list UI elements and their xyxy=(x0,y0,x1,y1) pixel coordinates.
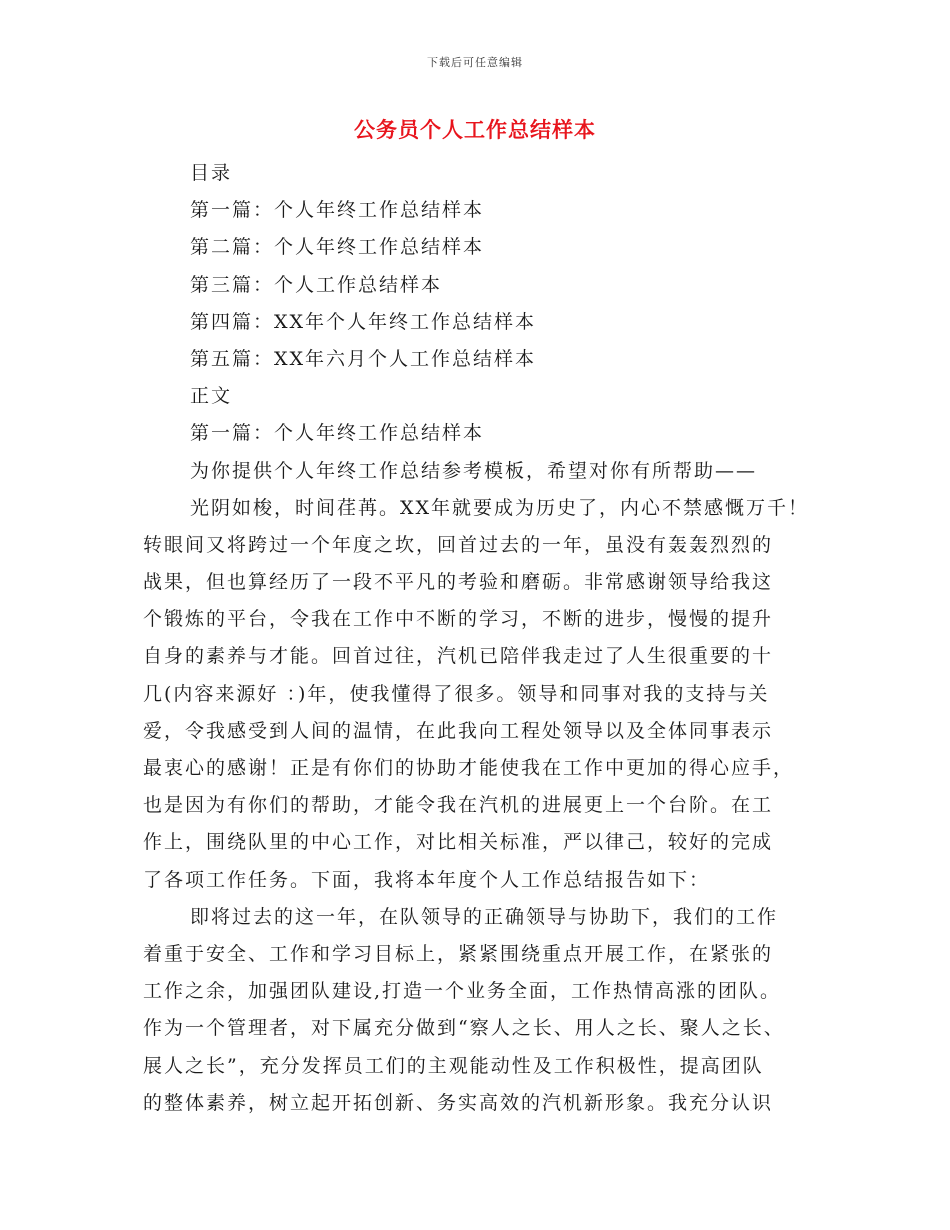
text-line: 光阴如梭，时间荏苒。XX年就要成为历史了，内心不禁感慨万千！ xyxy=(190,496,810,519)
text-line: 自身的素养与才能。回首过往，汽机已陪伴我走过了人生很重要的十 xyxy=(143,645,774,668)
text-line: 第五篇：XX年六月个人工作总结样本 xyxy=(190,347,537,370)
text-line: 即将过去的这一年，在队领导的正确领导与协助下，我们的工作 xyxy=(190,905,779,928)
text-line: 作上，围绕队里的中心工作，对比相关标准，严以律己，较好的完成 xyxy=(143,831,774,854)
text-line: 爱，令我感受到人间的温情，在此我向工程处领导以及全体同事表示 xyxy=(143,719,774,742)
text-line: 了各项工作任务。下面，我将本年度个人工作总结报告如下： xyxy=(143,868,711,891)
text-line: 几(内容来源好 ：)年，使我懂得了很多。领导和同事对我的支持与关 xyxy=(143,682,770,705)
header-note: 下载后可任意编辑 xyxy=(427,56,523,69)
text-line: 第三篇：个人工作总结样本 xyxy=(190,273,443,296)
text-line: 第一篇：个人年终工作总结样本 xyxy=(190,422,485,445)
text-line: 着重于安全、工作和学习目标上，紧紧围绕重点开展工作，在紧张的 xyxy=(143,942,774,965)
text-line: 最衷心的感谢！正是有你们的协助才能使我在工作中更加的得心应手， xyxy=(143,757,795,779)
document-title: 公务员个人工作总结样本 xyxy=(354,117,596,142)
text-line: 的整体素养，树立起开拓创新、务实高效的汽机新形象。我充分认识 xyxy=(143,1091,774,1114)
text-line: 为你提供个人年终工作总结参考模板，希望对你有所帮助—— xyxy=(190,459,758,482)
text-line: 第二篇：个人年终工作总结样本 xyxy=(190,236,485,259)
text-line: 作为一个管理者，对下属充分做到“察人之长、用人之长、聚人之长、 xyxy=(143,1017,785,1040)
text-line: 也是因为有你们的帮助，才能令我在汽机的进展更上一个台阶。在工 xyxy=(143,794,774,817)
text-line: 第一篇：个人年终工作总结样本 xyxy=(190,199,485,222)
text-line: 展人之长”，充分发挥员工们的主观能动性及工作积极性，提高团队 xyxy=(143,1054,764,1077)
text-line: 目录 xyxy=(190,162,233,184)
text-line: 转眼间又将跨过一个年度之坎，回首过去的一年，虽没有轰轰烈烈的 xyxy=(143,533,774,556)
text-line: 个锻炼的平台，令我在工作中不断的学习，不断的进步，慢慢的提升 xyxy=(143,608,774,631)
document-body xyxy=(143,155,808,1122)
text-line: 正文 xyxy=(190,385,233,408)
text-line: 第四篇：XX年个人年终工作总结样本 xyxy=(190,310,537,333)
text-line: 工作之余，加强团队建设,打造一个业务全面，工作热情高涨的团队。 xyxy=(143,980,782,1003)
text-line: 战果，但也算经历了一段不平凡的考验和磨砺。非常感谢领导给我这 xyxy=(143,571,774,594)
